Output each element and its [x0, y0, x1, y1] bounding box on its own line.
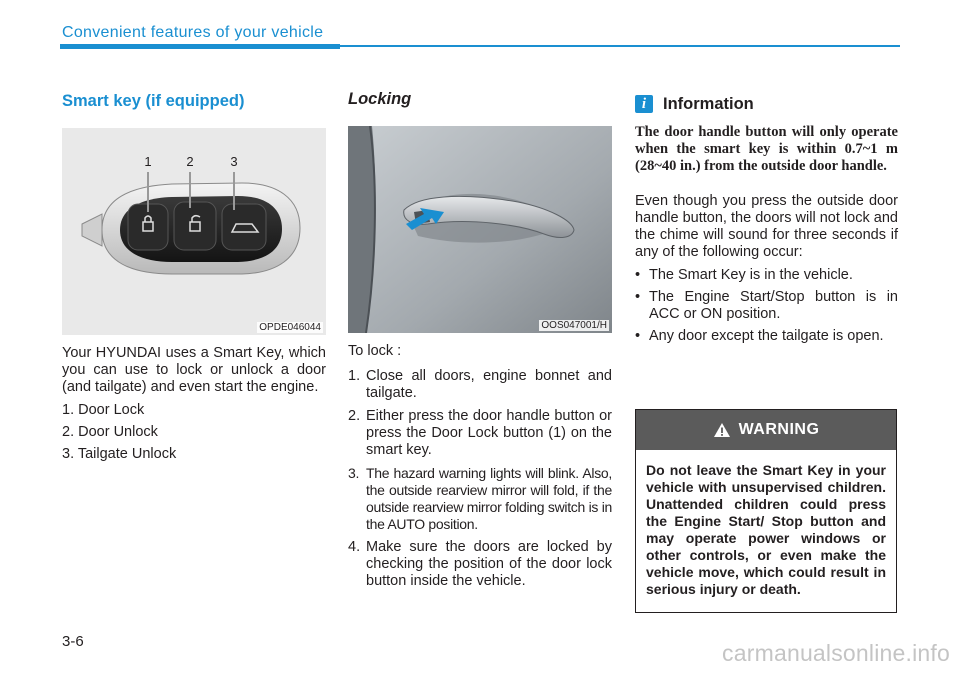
warning-title: WARNING — [738, 421, 820, 438]
condition-list — [635, 267, 898, 345]
list-item: 1. Door Lock — [62, 402, 145, 418]
locking-lead: To lock : — [348, 343, 402, 359]
warning-triangle-icon — [713, 422, 731, 438]
list-item — [635, 267, 898, 284]
header-rule — [340, 45, 900, 47]
step-number: 3. — [348, 465, 360, 481]
smart-key-title: Smart key (if equipped) — [62, 92, 245, 110]
warning-text: Do not leave the Smart Key in your vehicle with unsupervised children. Unattended children could press the Engine Start/ Stop button and may operate power windows or other controls, or even make the vehicle move, which could result in serious injury or death. — [646, 462, 886, 597]
warning-header — [636, 410, 896, 450]
door-handle-figure — [348, 126, 612, 333]
step-text: The hazard warning lights will blink. Also, the outside rearview mirror will fold, if the outside rearview mirror folding switch is in the AUTO position. — [366, 465, 612, 532]
figure-code: OOS047001/H — [541, 320, 607, 331]
smart-key-illustration — [62, 128, 326, 335]
callout-3: 3 — [230, 154, 238, 169]
list-item: 2. Door Unlock — [62, 424, 158, 440]
smart-key-button-list — [62, 402, 326, 463]
step-number: 4. — [348, 539, 361, 555]
section-header: Convenient features of your vehicle — [62, 24, 324, 41]
list-item — [635, 328, 898, 345]
bullet-text: Any door except the tailgate is open. — [649, 328, 884, 344]
list-item: 3. Tailgate Unlock — [62, 446, 177, 462]
header-bar-accent — [60, 44, 340, 49]
column-smart-key — [62, 88, 326, 468]
bullet-text: The Smart Key is in the vehicle. — [649, 267, 853, 283]
step-number: 1. — [348, 368, 361, 384]
door-handle-illustration — [348, 126, 612, 333]
page-number: 3-6 — [62, 633, 84, 650]
info-header — [635, 92, 898, 116]
callout-1: 1 — [144, 154, 152, 169]
watermark: carmanualsonline.info — [722, 640, 950, 666]
info-body: Even though you press the outside door handle button, the doors will not lock and the chime will sound for three seconds if any of the following occur: — [635, 193, 898, 260]
bullet-icon: • — [635, 267, 641, 283]
step-number: 2. — [348, 408, 361, 424]
smart-key-intro: Your HYUNDAI uses a Smart Key, which you can use to lock or unlock a door (and tailgate) and even start the engine. — [62, 345, 326, 395]
bullet-text: The Engine Start/Stop button is in ACC or ON position. — [649, 289, 898, 322]
bullet-icon: • — [635, 289, 641, 305]
column-information — [635, 88, 898, 350]
list-item — [348, 368, 612, 402]
column-locking — [348, 88, 612, 596]
step-text: Either press the door handle button or press the Door Lock button (1) on the smart key. — [366, 408, 612, 458]
locking-title: Locking — [348, 90, 412, 108]
warning-box — [635, 409, 897, 613]
list-item — [348, 465, 612, 533]
info-text: The door handle button will only operate when the smart key is within 0.7~1 m (28~40 in.) from the outside door handle. — [635, 124, 898, 174]
step-text: Make sure the doors are locked by checking the position of the door lock button inside the vehicle. — [366, 539, 612, 589]
smart-key-figure — [62, 128, 326, 335]
list-item — [348, 408, 612, 459]
step-text: Close all doors, engine bonnet and tailgate. — [366, 368, 612, 401]
list-item — [635, 289, 898, 323]
locking-steps — [348, 368, 612, 590]
info-icon: i — [635, 95, 653, 113]
list-item — [348, 539, 612, 590]
info-title: Information — [663, 94, 754, 113]
figure-code: OPDE046044 — [259, 322, 321, 333]
callout-2: 2 — [186, 154, 194, 169]
bullet-icon: • — [635, 328, 641, 344]
